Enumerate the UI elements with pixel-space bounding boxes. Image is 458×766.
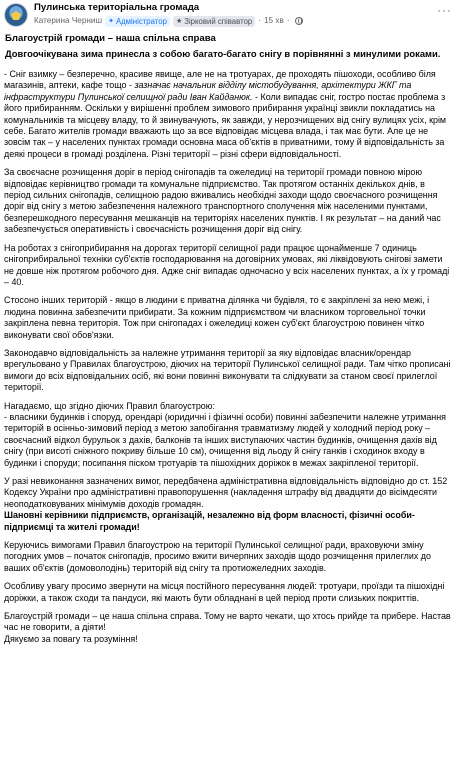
star-icon: ★ [175, 17, 183, 25]
paragraph-2: За своєчасне розчищення доріг в період снігопадів та ожеледиці на території громади повною мірою відповідає керівництво громади та комунальне підприємство. Так протягом останніх декількох днів, в період сильних снігопадів, селищною радою вживались необхідні заходи щодо своєчасного розчищення доріг від снігу з метою забезпечення належного транспортного сполучення між населеними пунктами, безперешкодного пересування мешканців на територіях населених пунктів. І як результат – на даний час забезпечується оперативність і своєчасність розчищення доріг від снігу. [4, 167, 441, 235]
group-avatar[interactable] [4, 3, 28, 27]
admin-badge [105, 16, 170, 27]
post-body [4, 32, 454, 645]
paragraph-7 [4, 476, 454, 533]
p7-normal: У разі невиконання зазначених вимог, передбачена адміністративна відповідальність відповідно до ст. 152 Кодексу України про адміністративні правопорушення (накладення штрафу від двадцяти до вісімдесяти неоподатковуваних мінімумів доходів громадян. [4, 476, 448, 509]
p1-quote-attribution: зазначає начальник відділу містобудування, архітектури ЖКГ та інфраструктури Пулинської селищної ради Іван Кайданюк. [4, 80, 412, 102]
p7-appeal: Шановні керівники підприємств, організацій, незалежно від форм власності, фізичні особи-підприємці та жителі громади! [4, 510, 415, 532]
post-title: Благоустрій громади – наша спільна справа [5, 33, 216, 44]
p6-intro: Нагадаємо, що згідно діючих Правил благоустрою: [4, 400, 215, 411]
author-line [34, 15, 454, 27]
separator-dot-2: · [286, 16, 290, 25]
p1-end: - Коли випадає сніг, гостро постає проблема з його прибиранням. Оскільки у вирішенні проблем зимового прибирання українці звикли покладатись на комунальників та місцеву владу, то й звинувачують, як завжди, у нерозчищених від снігу вулицях усіх, крім себе. Багато жителів громади вважають що за все відповідає місцева влада, і так має бути. Але це не зовсім так – у населених пунктах громади основна маса об'єктів в приватними, тому й відповідальність за деякі процеси в громаді розділена. Різні території – різні сфери відповідальності. [4, 91, 447, 159]
p11-thanks: Дякуємо за повагу та розуміння! [4, 633, 138, 644]
p6-body: - власники будинків і споруд, орендарі (юридичні і фізичні особи) повинні забезпечити належне утримання територій в осінньо-зимовий період з метою запобігання травматизму людей у холодний період року – своєчасний відкол бурульок з дахів, балконів та інших виступаючих частин будинків, очищення дахів від снігу (при висоті сніжного покриву більше 10 см), очищення від льоду й снігу ганків і сходинок входу в будинки і споруди; посипання піском тротуарів та пішохідних доріжок в межах закріпленої території. [4, 411, 447, 468]
paragraph-1 [4, 69, 454, 160]
post-lead: Довгоочікувана зима принесла з собою багато-багато снігу в порівнянні з минулими роками. [5, 48, 441, 59]
star-contributor-badge [173, 16, 255, 27]
post-header [4, 2, 454, 32]
post-time[interactable]: 15 хв [263, 16, 284, 25]
group-name[interactable]: Пулинська територіальна громада [34, 2, 200, 13]
admin-badge-label: Адміністратор [115, 16, 167, 26]
paragraph-4: Стосоно інших територій - якщо в людини є приватна ділянка чи будівля, то є закріплені за нею межі, і людина повинна забезпечити прибирати. За кожним підприємством чи власником торговельної точки закріплена певна територія. Тож при снігопадах і ожеледиці кожен суб'єкт благоустрою повинен чітко виконувати свої обов'язки. [4, 295, 430, 340]
star-badge-label: Зірковий співавтор [184, 16, 253, 26]
globe-icon [295, 17, 303, 25]
paragraph-8: Керуючись вимогами Правил благоустрою на території Пулинської селищної ради, враховуючи зміну погодних умов – початок снігопадів, просимо вжити вичерпних заходів щодо розчищення прилеглих до ваших об'єктів (домоволодінь) територій від снігу та протиожеледних заходів. [4, 540, 431, 573]
p1-start: - Сніг взимку – безперечно, красиве явище, але не на тротуарах, де проходять пішоходи, особливо біля магазинів, аптеки, кафе тощо - [4, 69, 436, 91]
paragraph-3: На роботах з снігоприбирання на дорогах території селищної ради працює щонайменше 7 одиниць снігоприбиральної техніки суб'єктів господарювання на договірних умовах, які ліквідовують снігові замети не довше ніж протягом робочого дня. Адже сніг випадає одночасно у всіх населених пунктах, а їх у громаді – 40. [4, 242, 450, 287]
post-meta [34, 2, 454, 27]
paragraph-9: Особливу увагу просимо звернути на місця постійного пересування людей: тротуари, проїзди та пішохідні доріжки, а також сходи та пандуси, які мають бути обладнані в цей період проти слизьких покриттів. [4, 581, 445, 603]
paragraph-6 [4, 401, 454, 469]
author-name[interactable]: Катерина Черниш [34, 16, 103, 25]
separator-dot: · [258, 16, 261, 25]
more-options-icon[interactable]: ··· [437, 3, 452, 17]
shield-icon: ✦ [108, 17, 114, 25]
p10: Благоустрій громади – це наша спільна справа. Тому не варто чекати, що хтось прийде та прибере. Настав час не говорити, а діяти! [4, 611, 451, 633]
paragraph-10 [4, 611, 454, 645]
paragraph-5: Законодавчо відповідальність за належне утримання території за яку відповідає власник/орендар врегульовано у Правилах благоустрою, діючих на території Пулинської селищної ради. Там чітко прописані вимоги до всіх відповідальних осіб, які вони повинні виконувати та слідкувати за станом своєї прилеглої території. [4, 347, 451, 393]
